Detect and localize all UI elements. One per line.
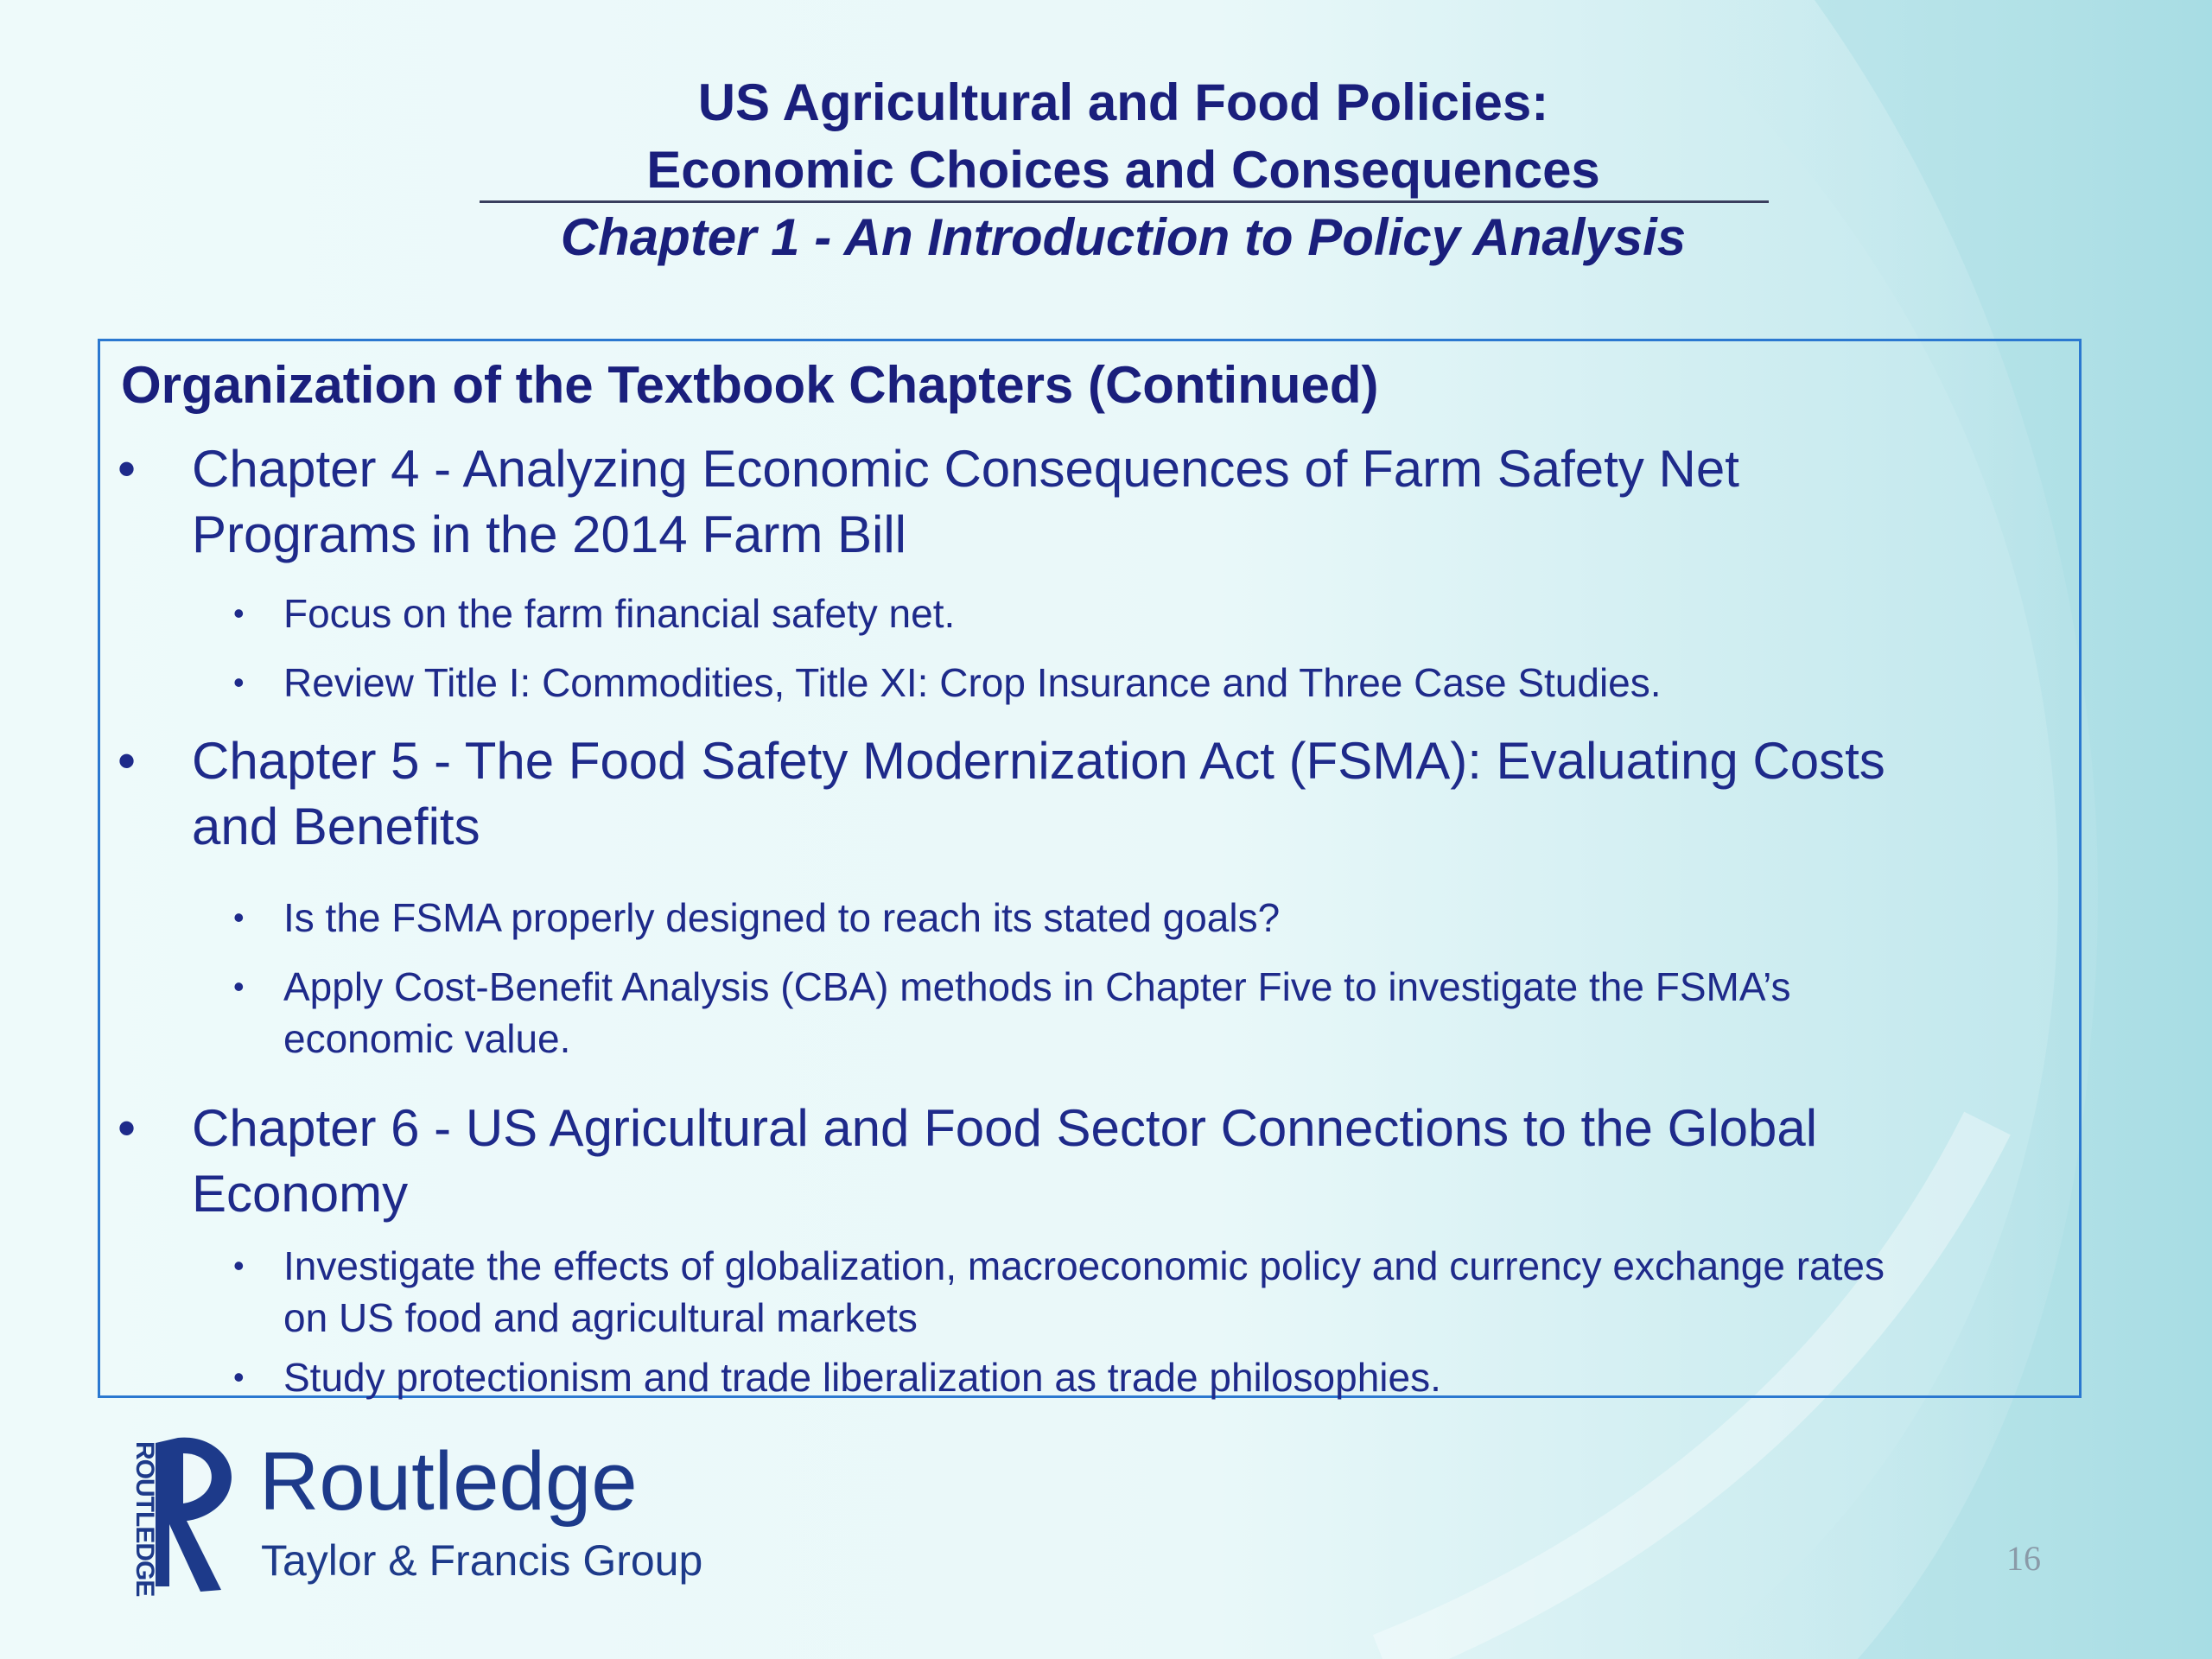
logo-tagline: Taylor & Francis Group bbox=[261, 1536, 703, 1585]
chapter-6-line2: Economy bbox=[192, 1165, 409, 1223]
slide-title-line2: Economic Choices and Consequences bbox=[646, 141, 1600, 199]
chapter-6-line1: Chapter 6 - US Agricultural and Food Sector Connections to the Global bbox=[192, 1099, 1818, 1157]
chapter-4-line2: Programs in the 2014 Farm Bill bbox=[192, 505, 906, 563]
bullet: • bbox=[118, 732, 137, 790]
logo-vertical-text: ROUTLEDGE bbox=[130, 1441, 159, 1597]
slide-title-line1: US Agricultural and Food Policies: bbox=[697, 73, 1549, 131]
bullet: • bbox=[233, 1248, 245, 1283]
bullet: • bbox=[233, 899, 245, 935]
bullet: • bbox=[233, 969, 245, 1004]
chapter-5-line1: Chapter 5 - The Food Safety Modernization Act (FSMA): Evaluating Costs bbox=[192, 732, 1885, 790]
page-number: 16 bbox=[2006, 1539, 2041, 1578]
bullet: • bbox=[233, 595, 245, 631]
title-divider bbox=[480, 200, 1769, 203]
bullet: • bbox=[118, 1099, 137, 1157]
slide-title-block bbox=[0, 69, 2212, 271]
bullet: • bbox=[233, 664, 245, 700]
bullet: • bbox=[118, 440, 137, 498]
bullet: • bbox=[233, 1359, 245, 1395]
chapter-4-line1: Chapter 4 - Analyzing Economic Consequences of Farm Safety Net bbox=[192, 440, 1739, 498]
routledge-logo-icon bbox=[152, 1434, 238, 1595]
chapter-5-line2: and Benefits bbox=[192, 798, 480, 855]
slide-subtitle: Chapter 1 - An Introduction to Policy Analysis bbox=[560, 208, 1687, 266]
box-heading: Organization of the Textbook Chapters (Continued) bbox=[121, 356, 1379, 414]
logo-name: Routledge bbox=[259, 1435, 638, 1528]
